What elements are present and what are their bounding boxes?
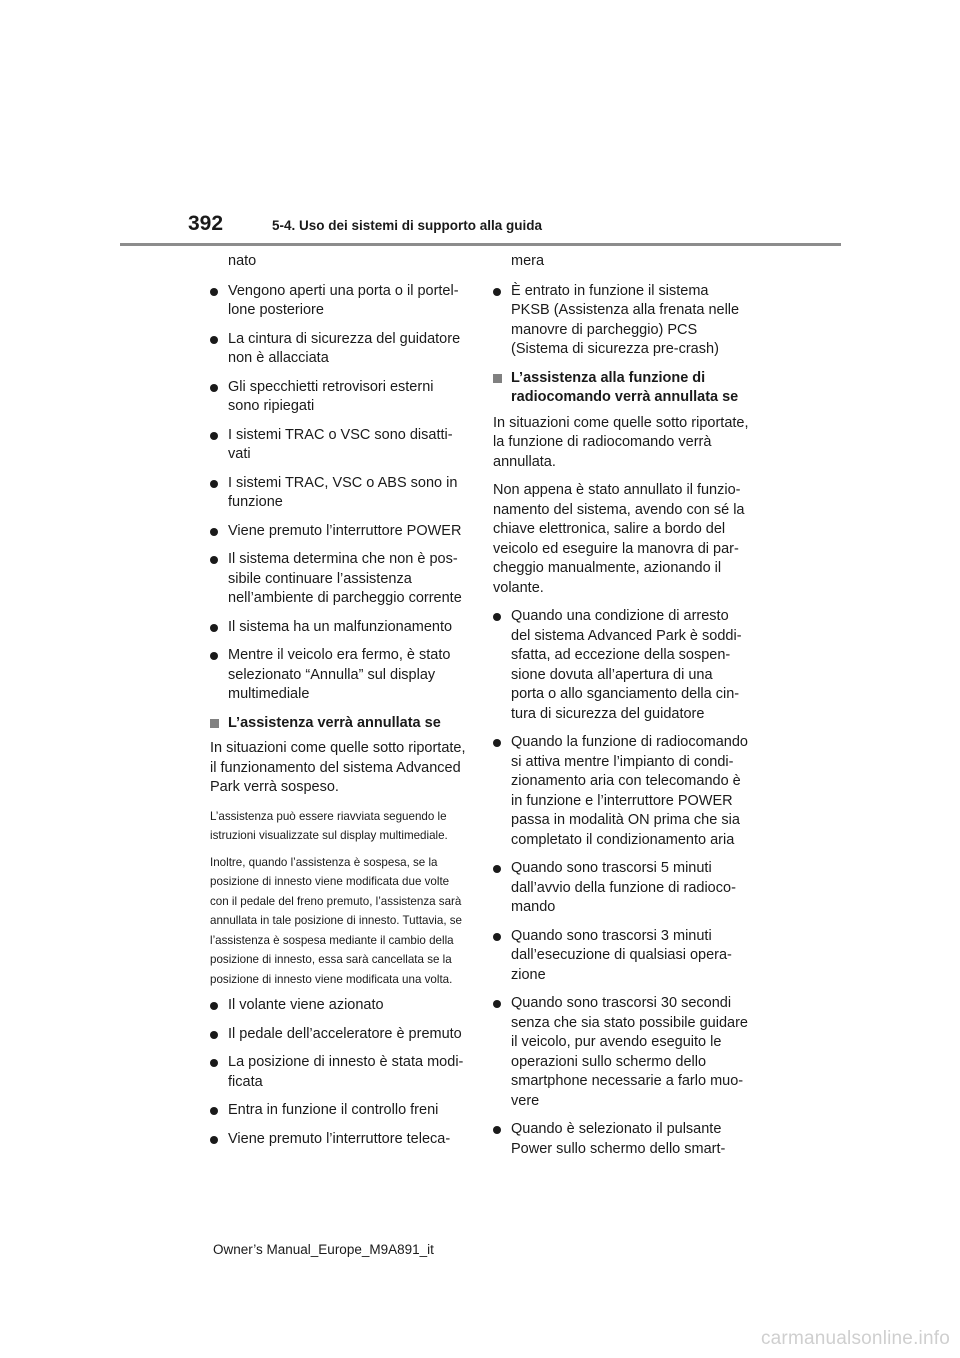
bullet-icon	[210, 384, 218, 392]
watermark: carmanualsonline.info	[760, 1328, 950, 1349]
bullet-icon	[210, 1107, 218, 1115]
bullet-icon	[210, 624, 218, 632]
list-item: La cintura di sicurezza del guidatore non è allacciata	[210, 330, 466, 369]
bullet-icon	[210, 1002, 218, 1010]
note-text: Inoltre, quando l’assistenza è sospesa, se la posizione di innesto viene modificata due volte con il pedale del freno premuto, l’assistenza sarà annullata in tale posizione di innesto. Tuttavia, se l’assistenza è sospesa mediante il cambio della posizione di innesto, essa sarà cancellata se la posizione di innesto viene modificata una volta.	[210, 855, 463, 986]
list-item: Quando sono trascorsi 5 minuti dall’avvio della funzione di radiocomando	[493, 859, 749, 918]
list-item: Quando è selezionato il pulsante Power sullo schermo dello smart-	[493, 1120, 749, 1159]
continued-text: nato	[228, 253, 257, 269]
list-item: Entra in funzione il controllo freni	[210, 1101, 466, 1121]
right-column	[493, 252, 749, 1168]
list-item: Viene premuto l’interruttore POWER	[210, 522, 466, 542]
footer-manual-id: Owner’s Manual_Europe_M9A891_it	[213, 1242, 434, 1257]
list-item: È entrato in funzione il sistema PKSB (Assistenza alla frenata nelle manovre di parcheggio) PCS (Sistema di sicurezza pre-crash)	[493, 282, 749, 360]
bullet-icon	[210, 556, 218, 564]
note-text: L’assistenza può essere riavviata seguendo le istruzioni visualizzate sul display multimediale.	[210, 809, 448, 842]
paragraph: Non appena è stato annullato il funzionamento del sistema, avendo con sé la chiave elettronica, salire a bordo del veicolo ed eseguire la manovra di parcheggio manualmente, azionando il volante.	[493, 482, 745, 596]
list-item: Il pedale dell’acceleratore è premuto	[210, 1025, 466, 1045]
subsection-heading: L’assistenza alla funzione di radiocomando verrà annullata se	[493, 369, 749, 408]
bullet-icon	[210, 1136, 218, 1144]
bullet-icon	[210, 528, 218, 536]
section-title: 5-4. Uso dei sistemi di supporto alla guida	[272, 218, 543, 233]
list-item: Il volante viene azionato	[210, 996, 466, 1016]
bullet-icon	[210, 1031, 218, 1039]
bullet-icon	[210, 432, 218, 440]
header-divider	[120, 243, 841, 246]
list-item: Vengono aperti una porta o il portellone posteriore	[210, 282, 466, 321]
list-item: I sistemi TRAC, VSC o ABS sono in funzione	[210, 474, 466, 513]
left-column	[210, 252, 466, 1158]
bullet-icon	[493, 865, 501, 873]
bullet-icon	[493, 613, 501, 621]
list-item: Mentre il veicolo era fermo, è stato selezionato “Annulla” sul display multimediale	[210, 646, 466, 705]
square-bullet-icon	[210, 719, 219, 728]
list-item: Quando la funzione di radiocomando si attiva mentre l’impianto di condizionamento aria con telecomando è in funzione e l’interruttore POWER passa in modalità ON prima che sia completato il condizionamento aria	[493, 733, 749, 850]
page-number: 392	[188, 212, 224, 235]
list-item: Quando una condizione di arresto del sistema Advanced Park è soddisfatta, ad eccezione della sospensione dovuta all’apertura di una porta o allo sganciamento della cintura di sicurezza del guidatore	[493, 607, 749, 724]
continued-text: mera	[511, 253, 545, 269]
list-item: Viene premuto l’interruttore teleca-	[210, 1130, 466, 1150]
list-item: Il sistema ha un malfunzionamento	[210, 618, 466, 638]
bullet-icon	[493, 1000, 501, 1008]
bullet-icon	[493, 1126, 501, 1134]
paragraph: In situazioni come quelle sotto riportate, il funzionamento del sistema Advanced Park verrà sospeso.	[210, 740, 466, 795]
square-bullet-icon	[493, 374, 502, 383]
bullet-icon	[493, 288, 501, 296]
list-item: Il sistema determina che non è possibile continuare l’assistenza nell’ambiente di parcheggio corrente	[210, 550, 466, 609]
paragraph: In situazioni come quelle sotto riportate, la funzione di radiocomando verrà annullata.	[493, 414, 749, 470]
list-item: La posizione di innesto è stata modificata	[210, 1053, 466, 1092]
list-item: Quando sono trascorsi 30 secondi senza che sia stato possibile guidare il veicolo, pur avendo eseguito le operazioni sullo schermo dello smartphone necessarie a farlo muovere	[493, 994, 749, 1111]
bullet-icon	[210, 480, 218, 488]
bullet-icon	[210, 288, 218, 296]
bullet-icon	[210, 1059, 218, 1067]
list-item: I sistemi TRAC o VSC sono disattivati	[210, 426, 466, 465]
bullet-icon	[493, 739, 501, 747]
bullet-icon	[493, 933, 501, 941]
list-item: Quando sono trascorsi 3 minuti dall’esecuzione di qualsiasi operazione	[493, 927, 749, 986]
list-item: Gli specchietti retrovisori esterni sono ripiegati	[210, 378, 466, 417]
subsection-heading: L’assistenza verrà annullata se	[210, 714, 466, 734]
bullet-icon	[210, 652, 218, 660]
bullet-icon	[210, 336, 218, 344]
